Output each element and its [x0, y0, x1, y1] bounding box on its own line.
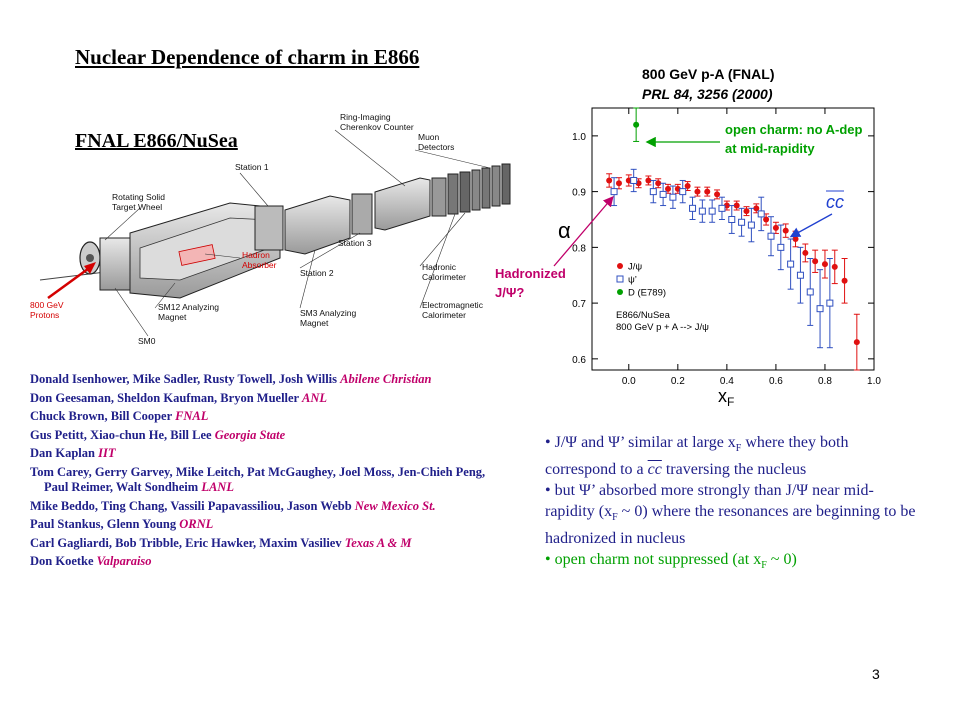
- psiprime-point: [827, 300, 833, 306]
- slide-subtitle: FNAL E866/NuSea: [75, 130, 238, 152]
- station-3: [432, 178, 446, 216]
- author-names: Don Koetke: [30, 554, 97, 568]
- author-line: [30, 428, 500, 444]
- psiprime-point: [650, 189, 656, 195]
- jpsi-point: [606, 177, 612, 183]
- bullet-1: • J/Ψ and Ψ’ similar at large $x_F$ where they both correspond to a $\overline{cc}$ traversing the nucleus: [545, 434, 849, 479]
- open-charm-annotation: [725, 120, 862, 158]
- label-hcal-2: Calorimeter: [422, 272, 466, 282]
- psiprime-point: [748, 222, 754, 228]
- psiprime-point: [807, 289, 813, 295]
- author-names: Tom Carey, Gerry Garvey, Mike Leitch, Pat McGaughey, Joel Moss, Jen-Chieh Peng, Paul Reimer, Walt Sondheim: [30, 464, 486, 494]
- label-emcal-2: Calorimeter: [422, 310, 466, 320]
- jpsi-point: [822, 261, 828, 267]
- muon-detector-4: [502, 164, 510, 204]
- label-station2: Station 2: [300, 268, 334, 278]
- hadronic-calorimeter: [460, 172, 470, 212]
- ccbar-label: cc: [826, 192, 844, 212]
- author-institution: Texas A & M: [344, 535, 412, 550]
- x-axis-label: $x_F$: [718, 386, 735, 409]
- jpsi-point: [773, 225, 779, 231]
- jpsi-point: [802, 250, 808, 256]
- x-tick-label: 0.0: [621, 376, 636, 387]
- author-names: Carl Gagliardi, Bob Tribble, Eric Hawker, Maxim Vasiliev: [30, 535, 345, 550]
- ring-imaging-counter: [375, 178, 430, 230]
- legend-marker: [617, 276, 623, 282]
- label-sm12-2: Magnet: [158, 312, 187, 322]
- sm0-magnet: [100, 238, 130, 290]
- author-institution: Valparaiso: [96, 554, 152, 568]
- author-names: Don Geesaman, Sheldon Kaufman, Bryon Mueller: [30, 390, 303, 405]
- psiprime-point: [631, 177, 637, 183]
- bullet-list: [545, 432, 920, 577]
- slide-title: Nuclear Dependence of charm in E866: [75, 45, 420, 69]
- author-names: Gus Petitt, Xiao-chun He, Bill Lee: [30, 427, 215, 442]
- jpsi-point: [783, 228, 789, 234]
- label-ring-1: Ring-Imaging: [340, 112, 391, 122]
- psiprime-point: [611, 189, 617, 195]
- author-institution: Abilene Christian: [340, 372, 432, 386]
- em-calorimeter: [448, 174, 458, 214]
- label-emcal-1: Electromagnetic: [422, 300, 483, 310]
- jpsi-point: [842, 278, 848, 284]
- apparatus-diagram: [30, 108, 530, 358]
- legend-marker: [617, 289, 623, 295]
- psiprime-point: [817, 306, 823, 312]
- psiprime-point: [758, 211, 764, 217]
- psiprime-point: [768, 233, 774, 239]
- label-sm0: SM0: [138, 336, 156, 346]
- bullet-2: • but Ψ’ absorbed more strongly than J/Ψ near mid-rapidity ($x_F$ ~ 0) where the resonances are beginning to be hadronized in nucleus: [545, 482, 916, 548]
- author-list: [30, 372, 500, 573]
- psiprime-point: [778, 244, 784, 250]
- author-institution: Georgia State: [214, 427, 286, 442]
- chart-note: E866/NuSea: [616, 310, 670, 321]
- jpsi-point: [714, 191, 720, 197]
- author-line: [30, 499, 500, 515]
- author-names: Chuck Brown, Bill Cooper: [30, 409, 176, 423]
- open-charm-line1: open charm: no A-dep: [725, 122, 863, 137]
- label-hcal-1: Hadronic: [422, 262, 457, 272]
- muon-detector-3: [492, 166, 500, 206]
- label-target-1: Rotating Solid: [112, 192, 165, 202]
- label-station1: Station 1: [235, 162, 269, 172]
- label-hadron-1: Hadron: [242, 250, 270, 260]
- author-names: Mike Beddo, Ting Chang, Vassili Papavassiliou, Jason Webb: [30, 498, 355, 513]
- author-line: [30, 391, 500, 407]
- author-names: Dan Kaplan: [30, 446, 99, 460]
- x-tick-label: 0.2: [670, 376, 685, 387]
- y-tick-label: 0.9: [572, 187, 586, 199]
- label-sm3-1: SM3 Analyzing: [300, 308, 357, 318]
- psiprime-point: [797, 272, 803, 278]
- jpsi-point: [704, 189, 710, 195]
- author-institution: IIT: [98, 446, 116, 460]
- psiprime-point: [680, 189, 686, 195]
- label-muon-1: Muon: [418, 132, 440, 142]
- jpsi-point: [743, 208, 749, 214]
- y-tick-label: 0.7: [572, 299, 586, 311]
- x-tick-label: 1.0: [867, 376, 881, 387]
- psiprime-point: [709, 208, 715, 214]
- psiprime-point: [729, 216, 735, 222]
- jpsi-point: [616, 180, 622, 186]
- hadronized-line2: J/Ψ?: [495, 285, 525, 300]
- legend-label: D (E789): [628, 287, 667, 299]
- muon-detector-2: [482, 168, 490, 208]
- psiprime-point: [719, 205, 725, 211]
- author-line: [30, 446, 500, 462]
- author-institution: ORNL: [179, 517, 214, 531]
- x-tick-label: 0.4: [719, 376, 734, 387]
- label-sm12-1: SM12 Analyzing: [158, 302, 219, 312]
- psiprime-point: [690, 205, 696, 211]
- psiprime-point: [670, 194, 676, 200]
- author-names: Donald Isenhower, Mike Sadler, Rusty Towell, Josh Willis: [30, 372, 341, 386]
- legend-marker: [617, 263, 623, 269]
- author-institution: LANL: [201, 480, 234, 494]
- y-tick-label: 0.8: [572, 243, 586, 255]
- author-line: [30, 465, 500, 496]
- jpsi-point: [812, 258, 818, 264]
- jpsi-point: [694, 189, 700, 195]
- chart-note: 800 GeV p + A --> J/ψ: [616, 322, 709, 333]
- author-line: [30, 372, 500, 388]
- label-sm3-2: Magnet: [300, 318, 329, 328]
- jpsi-point: [832, 264, 838, 270]
- jpsi-point: [854, 339, 860, 345]
- author-institution: ANL: [302, 390, 328, 405]
- plot-header-line2: PRL 84, 3256 (2000): [642, 86, 773, 102]
- psiprime-point: [660, 191, 666, 197]
- ccbar-arrow: [792, 214, 832, 236]
- author-line: [30, 536, 500, 552]
- page-number: 3: [872, 666, 880, 682]
- author-line: [30, 554, 500, 570]
- y-tick-label: 1.0: [572, 131, 586, 143]
- label-beam-2: Protons: [30, 310, 60, 320]
- label-muon-2: Detectors: [418, 142, 455, 152]
- label-target-2: Target Wheel: [112, 202, 163, 212]
- psiprime-point: [699, 208, 705, 214]
- station-2: [352, 194, 372, 234]
- x-tick-label: 0.6: [768, 376, 783, 387]
- author-institution: New Mexico St.: [354, 498, 436, 513]
- author-names: Paul Stankus, Glenn Young: [30, 517, 180, 531]
- label-station3: Station 3: [338, 238, 372, 248]
- y-axis-label: α: [558, 218, 571, 243]
- author-line: [30, 517, 500, 533]
- x-tick-label: 0.8: [818, 376, 832, 387]
- legend-label: J/ψ: [628, 261, 643, 273]
- y-tick-label: 0.6: [572, 354, 586, 366]
- label-ring-2: Cherenkov Counter: [340, 122, 414, 132]
- muon-detector-1: [472, 170, 480, 210]
- author-line: [30, 409, 500, 425]
- open-charm-point: [633, 122, 639, 128]
- plot-header-line1: 800 GeV p-A (FNAL): [642, 66, 775, 82]
- label-beam-1: 800 GeV: [30, 300, 64, 310]
- hadronized-line1: Hadronized: [495, 266, 566, 281]
- psiprime-point: [739, 219, 745, 225]
- author-institution: FNAL: [175, 409, 209, 423]
- station-1: [255, 206, 283, 250]
- legend-label: ψ’: [628, 274, 637, 286]
- hadronized-annotation: [495, 264, 566, 302]
- psiprime-point: [788, 261, 794, 267]
- open-charm-line2: at mid-rapidity: [725, 141, 815, 156]
- label-hadron-2: Absorber: [242, 260, 277, 270]
- bullet-3: • open charm not suppressed (at $x_F$ ~ 0): [545, 551, 797, 572]
